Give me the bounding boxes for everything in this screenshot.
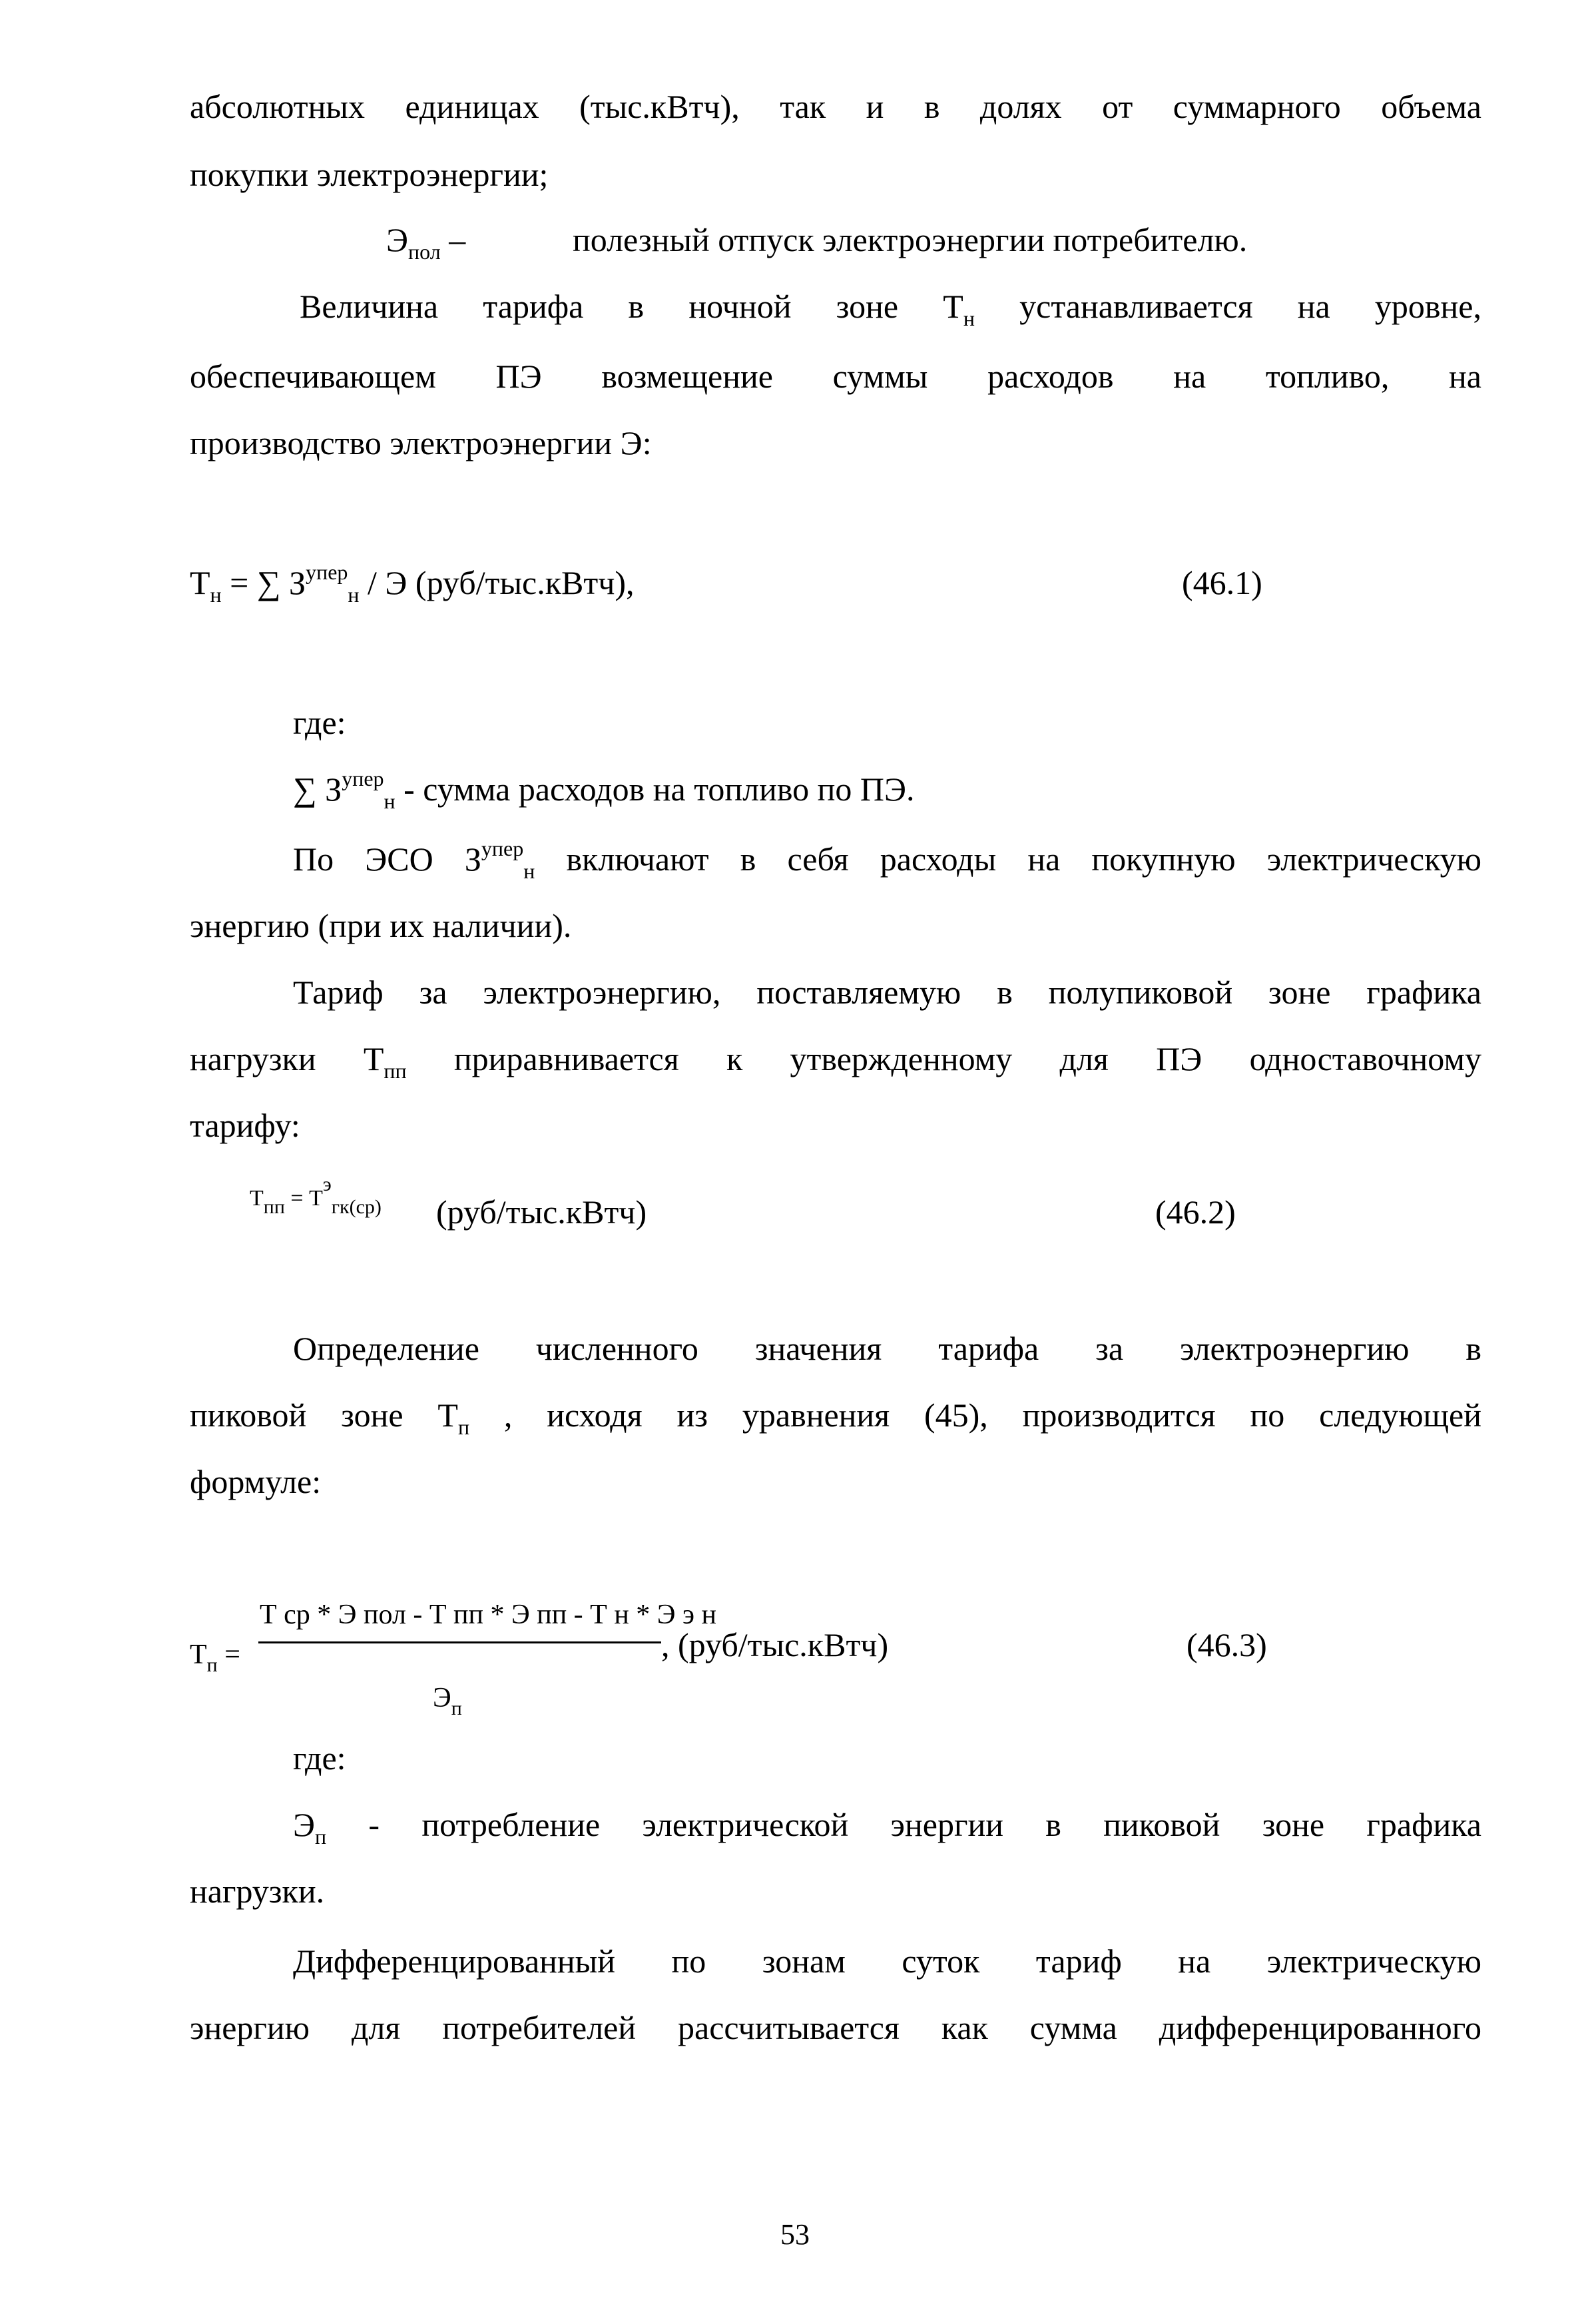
subscript: н bbox=[963, 306, 975, 330]
subscript: пол bbox=[408, 240, 441, 264]
page-number: 53 bbox=[780, 2218, 810, 2251]
subscript: п bbox=[206, 1654, 218, 1676]
subscript: п bbox=[451, 1697, 462, 1719]
formula-part: = ∑ З bbox=[221, 564, 306, 601]
subscript: н bbox=[210, 583, 222, 607]
formula-46-3-numerator: Т ср * Э пол - Т пп * Э пп - Т н * Э э н bbox=[260, 1599, 717, 1630]
text-segment: устанавливается на уровне, bbox=[974, 288, 1481, 325]
subscript: н bbox=[384, 789, 396, 813]
formula-part: ∑ З bbox=[293, 770, 342, 808]
text-line: покупки электроэнергии; bbox=[190, 156, 549, 193]
formula-46-1 bbox=[190, 560, 635, 607]
equation-number: (46.3) bbox=[1187, 1626, 1267, 1663]
subscript: п bbox=[457, 1415, 470, 1439]
text-segment: включают в себя расходы на покупную электрическую bbox=[535, 840, 1482, 878]
text-segment: Величина тарифа в ночной зоне Т bbox=[300, 288, 963, 325]
formula-part: Э bbox=[293, 1806, 316, 1843]
text-segment: - потребление электрической энергии в пиковой зоне графика bbox=[326, 1806, 1481, 1843]
paragraph-line: энергию для потребителей рассчитывается как сумма дифференцированного bbox=[190, 2009, 1481, 2046]
text-segment: приравнивается к утвержденному для ПЭ одноставочному bbox=[406, 1040, 1481, 1077]
formula-units: (руб/тыс.кВтч) bbox=[436, 1193, 647, 1231]
subscript: н bbox=[523, 859, 535, 883]
superscript: упер bbox=[306, 560, 348, 584]
paragraph-line: формуле: bbox=[190, 1463, 322, 1500]
subscript: гк(ср) bbox=[331, 1196, 382, 1218]
subscript: н bbox=[348, 583, 360, 607]
paragraph-line: производство электроэнергии Э: bbox=[190, 424, 652, 461]
equation-number: (46.1) bbox=[1182, 564, 1262, 601]
superscript: э bbox=[322, 1173, 332, 1195]
definition-text: полезный отпуск электроэнергии потребителю. bbox=[573, 221, 1248, 258]
dash: – bbox=[449, 221, 466, 258]
text-segment: - сумма расходов на топливо по ПЭ. bbox=[395, 770, 915, 808]
formula-part: Э bbox=[433, 1683, 451, 1713]
paragraph-line: тарифу: bbox=[190, 1107, 300, 1144]
text-line: абсолютных единицах (тыс.кВтч), так и в долях от суммарного объема bbox=[190, 88, 1481, 125]
paragraph-line: обеспечивающем ПЭ возмещение суммы расходов на топливо, на bbox=[190, 358, 1481, 395]
paragraph-line bbox=[190, 1395, 1481, 1439]
formula-part: / Э (руб/тыс.кВтч), bbox=[359, 564, 635, 601]
text-segment: , исходя из уравнения (45), производится по следующей bbox=[469, 1396, 1481, 1434]
text-segment: пиковой зоне Т bbox=[190, 1396, 458, 1434]
definition-epol bbox=[386, 220, 466, 264]
paragraph-line: энергию (при их наличии). bbox=[190, 907, 572, 944]
formula-46-3-denominator bbox=[433, 1678, 462, 1718]
definition-line bbox=[293, 766, 915, 813]
text-segment: нагрузки Т bbox=[190, 1040, 384, 1077]
subscript: п bbox=[315, 1825, 327, 1849]
equation-number: (46.2) bbox=[1155, 1193, 1236, 1231]
subscript: пп bbox=[263, 1196, 285, 1218]
paragraph-line: Тариф за электроэнергию, поставляемую в полупиковой зоне графика bbox=[293, 974, 1481, 1011]
paragraph-line bbox=[190, 1039, 1481, 1083]
formula-part: Т bbox=[190, 564, 210, 601]
superscript: упер bbox=[342, 766, 384, 790]
fraction-bar bbox=[258, 1641, 661, 1643]
formula-part: = Т bbox=[284, 1186, 323, 1211]
formula-part: Т bbox=[250, 1186, 264, 1211]
paragraph-line bbox=[300, 286, 1481, 330]
text-segment: По ЭСО З bbox=[293, 840, 481, 878]
definition-line bbox=[293, 1805, 1481, 1849]
paragraph-line: нагрузки. bbox=[190, 1873, 325, 1910]
formula-part: Т bbox=[190, 1639, 207, 1670]
formula-part: = bbox=[217, 1639, 240, 1670]
superscript: упер bbox=[481, 836, 524, 860]
paragraph-line: Определение численного значения тарифа за электроэнергию в bbox=[293, 1330, 1481, 1367]
formula-units: , (руб/тыс.кВтч) bbox=[661, 1626, 889, 1663]
formula-46-2-lhs bbox=[250, 1173, 382, 1219]
paragraph-line bbox=[293, 836, 1482, 883]
formula-46-3-lhs bbox=[190, 1635, 240, 1675]
symbol: Э bbox=[386, 221, 409, 258]
where-label: где: bbox=[293, 704, 346, 741]
paragraph-line: Дифференцированный по зонам суток тариф на электрическую bbox=[293, 1942, 1481, 1980]
subscript: пп bbox=[384, 1059, 407, 1083]
where-label: где: bbox=[293, 1739, 346, 1777]
